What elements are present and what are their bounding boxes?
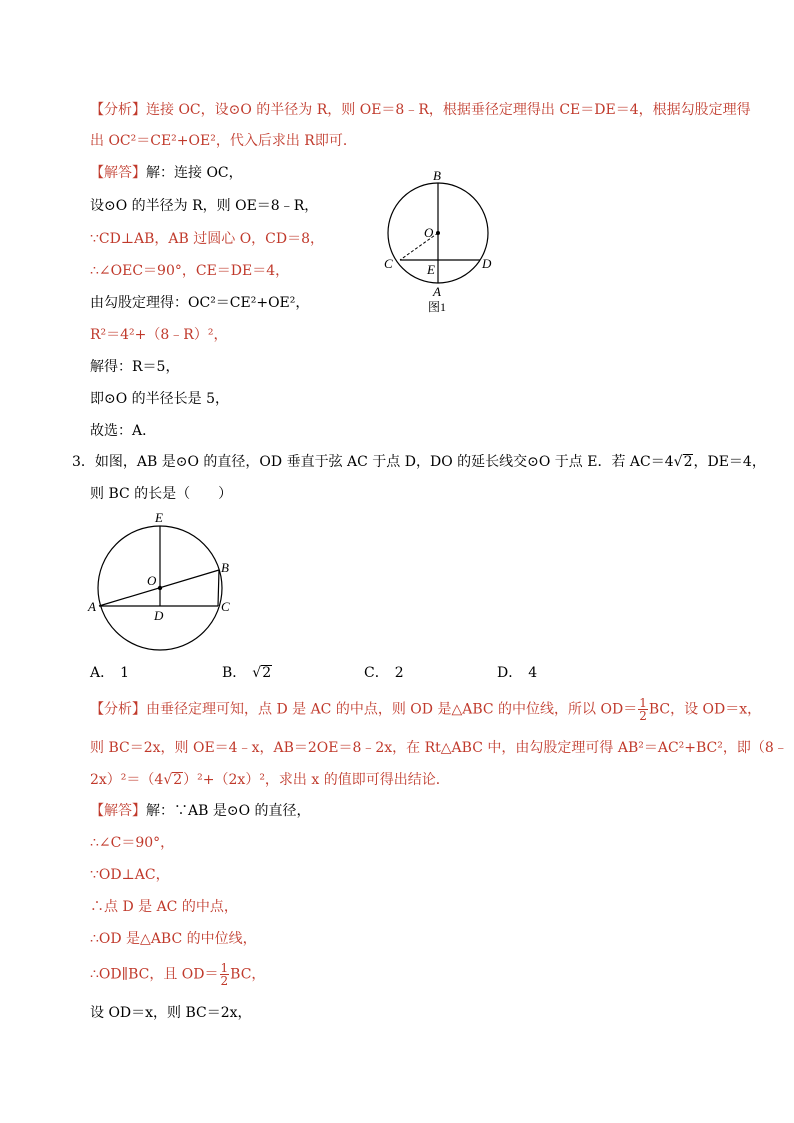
option-c[interactable] <box>364 663 404 683</box>
answer-3-line-4: ∴点 D 是 AC 的中点， <box>90 899 238 915</box>
option-value: 4 <box>528 665 538 681</box>
answer-text: 解：连接 OC， <box>146 165 243 181</box>
figure-2 <box>86 510 246 655</box>
label-o: O <box>424 225 434 240</box>
figure-caption: 图1 <box>428 300 447 314</box>
analysis-text-end: ）²+（2x）²，求出 x 的值即可得出结论． <box>183 772 450 788</box>
label-b: B <box>433 168 441 183</box>
analysis-3-line-1 <box>90 697 761 722</box>
question-stem: 如图，AB 是⊙O 的直径，OD 垂直于弦 AC 于点 D，DO 的延长线交⊙O 于点 E．若 AC＝4 <box>94 454 674 470</box>
analysis-text: 连接 OC，设⊙O 的半径为 R，则 OE＝8﹣R，根据垂径定理得出 CE＝DE＝4，根据勾股定理得 <box>146 102 751 118</box>
fraction-denominator: 2 <box>639 709 647 723</box>
option-letter: C． <box>364 665 389 681</box>
option-letter: A． <box>90 665 115 681</box>
analysis-line-1 <box>90 100 751 120</box>
fraction <box>638 697 648 722</box>
label-b: B <box>221 560 229 575</box>
option-value: 1 <box>120 665 130 681</box>
analysis-3-line-2: 则 BC＝2x，则 OE＝4﹣x，AB＝2OE＝8﹣2x，在 Rt△ABC 中，由勾股定理可得 AB²＝AC²+BC²，即（8﹣ <box>90 740 788 756</box>
fraction <box>220 962 230 987</box>
fraction-denominator: 2 <box>220 974 229 988</box>
analysis-text: 由垂径定理可知，点 D 是 AC 的中点，则 OD 是△ABC 的中位线，所以 OD＝ <box>146 701 638 718</box>
label-c: C <box>384 256 393 271</box>
label-d: D <box>482 256 492 271</box>
segment-bc <box>218 570 219 606</box>
answer-line-1 <box>90 163 243 183</box>
label-a: A <box>88 599 96 614</box>
analysis-tag: 【分析】 <box>90 701 146 718</box>
answer-line-9: 故选：A． <box>90 423 157 439</box>
answer-text-end: BC， <box>230 966 266 983</box>
figure-1 <box>378 166 508 316</box>
option-d[interactable] <box>497 663 537 683</box>
answer-3-line-7: 设 OD＝x，则 BC＝2x， <box>90 1005 252 1021</box>
label-a: A <box>433 284 441 299</box>
stem-radical: 2 <box>683 454 693 470</box>
answer-tag: 【解答】 <box>90 803 146 819</box>
option-letter: D． <box>497 665 523 681</box>
answer-3-line-5: ∴OD 是△ABC 的中位线， <box>90 931 257 947</box>
answer-tag: 【解答】 <box>90 165 146 181</box>
center-dot <box>436 231 440 235</box>
question-stem-end: ，DE＝4， <box>693 454 766 470</box>
option-value: 2 <box>394 665 404 681</box>
answer-3-line-2: ∴∠C＝90°， <box>90 835 175 851</box>
label-e: E <box>427 262 435 277</box>
answer-text: 解：∵AB 是⊙O 的直径， <box>146 803 311 819</box>
fraction-numerator: 1 <box>220 961 229 975</box>
analysis-text: 2x）²＝（4 <box>90 772 164 788</box>
answer-text: ∴OD∥BC，且 OD＝ <box>90 966 219 983</box>
option-a[interactable] <box>90 663 129 683</box>
option-value: 2 <box>262 665 272 681</box>
analysis-text-end: BC，设 OD＝x， <box>648 701 762 718</box>
label-c: C <box>221 599 230 614</box>
label-d: D <box>154 608 164 623</box>
analysis-tag: 【分析】 <box>90 102 146 118</box>
question-3-line-2: 则 BC 的长是（ ） <box>90 486 233 502</box>
answer-line-7: 解得：R＝5， <box>90 359 180 375</box>
analysis-line-2: 出 OC²＝CE²+OE²，代入后求出 R即可． <box>90 133 357 149</box>
center-dot <box>158 586 162 590</box>
analysis-3-line-3: 2x）²＝（4√2）²+（2x）²，求出 x 的值即可得出结论． <box>90 772 450 788</box>
answer-3-line-3: ∵OD⊥AC， <box>90 867 170 883</box>
answer-line-3: ∵CD⊥AB，AB 过圆心 O，CD＝8， <box>90 231 325 247</box>
label-o: O <box>147 573 157 588</box>
option-letter: B． <box>222 665 247 681</box>
label-e: E <box>155 510 163 525</box>
answer-3-line-6 <box>90 962 265 987</box>
answer-line-8: 即⊙O 的半径长是 5， <box>90 391 230 407</box>
answer-line-5: 由勾股定理得：OC²＝CE²+OE²， <box>90 295 310 311</box>
option-b[interactable]: B． √2 <box>222 665 272 681</box>
analysis-radical: 2 <box>173 772 183 788</box>
question-3-line-1: 3．如图，AB 是⊙O 的直径，OD 垂直于弦 AC 于点 D，DO 的延长线交⊙O 于点 E．若 AC＝4√2，DE＝4， <box>72 454 766 470</box>
answer-line-6: R²＝4²+（8﹣R）²， <box>90 327 228 343</box>
answer-line-4: ∴∠OEC＝90°，CE＝DE＝4， <box>90 263 290 279</box>
answer-3-line-1 <box>90 801 311 821</box>
question-number: 3． <box>72 454 95 470</box>
answer-line-2: 设⊙O 的半径为 R，则 OE＝8﹣R， <box>90 198 319 214</box>
fraction-numerator: 1 <box>639 696 647 710</box>
